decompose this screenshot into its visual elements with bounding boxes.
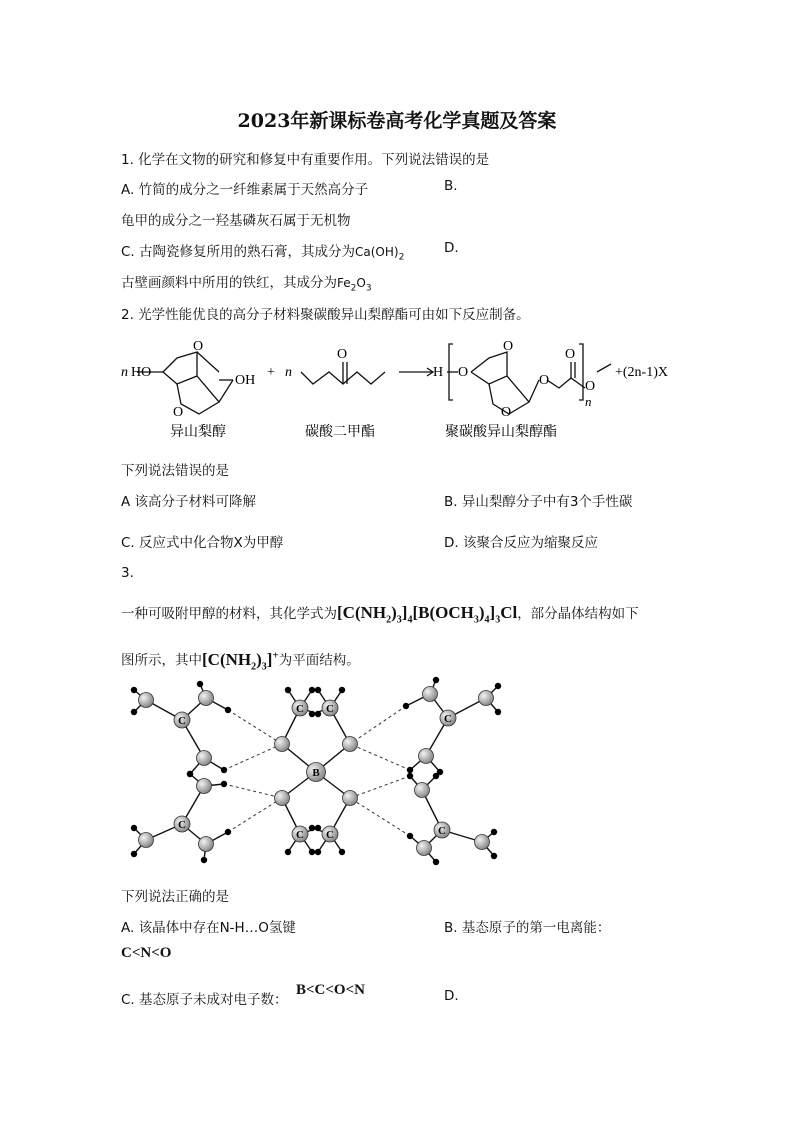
guan-right-top-n-atom [419, 749, 434, 764]
q1-stem: 1. 化学在文物的研究和修复中有重要作用。下列说法错误的是 [121, 152, 490, 168]
cation-close: ) [256, 649, 262, 669]
formula-1-close: ) [391, 603, 397, 622]
guan-left-bottom-h-atom [221, 781, 227, 787]
q1-option-b-text: 龟甲的成分之一羟基磷灰石属于无机物 [121, 213, 351, 229]
q2-stem: 2. 光学性能优良的高分子材料聚碳酸异山梨醇酯可由如下反应制备。 [121, 307, 530, 323]
guan-right-top-h-atom [495, 683, 501, 689]
methyl-c-label: C [296, 829, 304, 841]
cation-sub: 2 [251, 661, 257, 673]
q3-prompt: 下列说法正确的是 [121, 889, 229, 905]
polymer-o-carbonyl: O [565, 347, 576, 362]
o-atom [275, 791, 290, 806]
q3-option-c-text: C. 基态原子未成对电子数： [121, 992, 288, 1008]
q1-option-d-sub-1: 2 [350, 283, 357, 294]
formula-1-sub2: 3 [396, 614, 402, 626]
crystal-structure-diagram [120, 672, 520, 872]
guan-left-top-n-atom [199, 691, 214, 706]
guan-left-bottom-h-atom [201, 857, 207, 863]
hydrogen-bond [350, 776, 410, 798]
guan-left-bottom-h-atom [187, 771, 193, 777]
q3-option-a: A. 该晶体中存在N-H…O氢键 [121, 920, 296, 936]
guan-left-bottom-h-atom [131, 851, 137, 857]
hydrogen-bond [350, 798, 410, 836]
methyl-h-atom [309, 825, 315, 831]
guan-left-bottom-n-atom [197, 779, 212, 794]
q3-line1-prefix: 一种可吸附甲醇的材料，其化学式为 [121, 606, 337, 622]
polymer-o-left: O [458, 365, 469, 380]
guan-right-top-h-atom [403, 703, 409, 709]
methyl-c-label: C [326, 829, 334, 841]
guan-right-bottom-h-atom [407, 833, 413, 839]
q3-line1-suffix: ，部分晶体结构如下 [517, 606, 639, 622]
guan-right-bottom-h-atom [491, 829, 497, 835]
polymer-bracket-right [579, 344, 583, 400]
label-polymer: 聚碳酸异山梨醇酯 [445, 425, 557, 440]
q1-option-c [121, 240, 404, 263]
q1-option-d [121, 271, 372, 294]
q3-line2-suffix: 为平面结构。 [278, 652, 360, 669]
q3-formula [337, 603, 518, 626]
ring-o-top: O [193, 339, 204, 354]
formula-1-sub: 2 [386, 614, 392, 626]
methyl-h-atom [309, 687, 315, 693]
formula-cl: Cl [500, 603, 518, 622]
polymer-carbonate [547, 378, 585, 388]
methyl-h-atom [309, 849, 315, 855]
page-title: 2023年新课标卷高考化学真题及答案 [237, 110, 557, 132]
formula-1-sub3: 4 [407, 614, 413, 626]
methyl-h-atom [285, 849, 291, 855]
q2-prompt: 下列说法错误的是 [121, 463, 229, 479]
polymer-ring-top [471, 352, 507, 384]
hydrogen-bond [350, 706, 406, 744]
guan-left-top-n-atom [139, 693, 154, 708]
b-label: B [312, 767, 320, 779]
hydrogen-bond [228, 798, 282, 832]
q2-option-c: C. 反应式中化合物X为甲醇 [121, 535, 284, 551]
methyl-h-atom [315, 825, 321, 831]
methyl-c-label: C [296, 703, 304, 715]
guan-left-top-h-atom [131, 709, 137, 715]
o-atom [275, 737, 290, 752]
q1-option-b-letter: B. [444, 178, 458, 194]
hydrogen-bond [224, 784, 282, 798]
polymer-ring-o-top: O [503, 339, 514, 354]
coef-n-2: n [285, 365, 292, 380]
formula-2-sub2: 4 [484, 614, 490, 626]
formula-2-sub3: 3 [495, 614, 501, 626]
q1-option-d-text: 古壁画颜料中所用的铁红，其成分为 [121, 275, 337, 291]
cation-text: [C(NH [202, 649, 252, 669]
q3-option-d: D. [444, 988, 459, 1004]
ring-o-bottom: O [173, 405, 184, 420]
guan-left-top-h-atom [131, 687, 137, 693]
q3-option-b: B. 基态原子的第一电离能： [444, 920, 611, 936]
guan-right-bottom-n-atom [415, 783, 430, 798]
polymer-o-right: O [585, 379, 596, 394]
guan-right-bottom-n-atom [475, 835, 490, 850]
q3-option-b-formula: C<N<O [121, 945, 172, 961]
methyl-c-label: C [326, 703, 334, 715]
guan-right-top-h-atom [433, 677, 439, 683]
q3-cation [202, 649, 279, 673]
isosorbide-ring-top [163, 352, 197, 384]
q2-option-d: D. 该聚合反应为缩聚反应 [444, 535, 598, 551]
o-atom [343, 737, 358, 752]
guan-right-top-n-atom [479, 691, 494, 706]
oh-label: OH [235, 373, 256, 388]
methyl-h-atom [339, 687, 345, 693]
q2-option-a: A 该高分子材料可降解 [121, 494, 257, 510]
polymer-sub-n: n [585, 394, 592, 409]
methyl-h-atom [315, 687, 321, 693]
guan-right-top-h-atom [495, 709, 501, 715]
guan-left-top-n-atom [197, 751, 212, 766]
guan-left-top-c-label: C [178, 715, 186, 727]
q1-option-d-sub-2: 3 [365, 283, 372, 294]
methyl-h-atom [285, 687, 291, 693]
q1-option-c-sub: 2 [398, 252, 405, 263]
label-dimethyl-carbonate: 碳酸二甲酯 [305, 425, 375, 440]
cation-sub2: 3 [261, 661, 267, 673]
q3-number: 3. [121, 565, 134, 581]
plus-sign: + [267, 365, 275, 380]
formula-2: [B(OCH [412, 603, 474, 622]
guan-right-bottom-h-atom [407, 773, 413, 779]
hydrogen-bond [224, 744, 282, 770]
q2-option-b: B. 异山梨醇分子中有3个手性碳 [444, 494, 633, 510]
guan-left-bottom-h-atom [131, 825, 137, 831]
label-isosorbide: 异山梨醇 [170, 425, 226, 440]
h-label: H [433, 365, 444, 380]
formula-2-sub: 3 [473, 614, 479, 626]
methyl-h-atom [339, 849, 345, 855]
guan-right-bottom-h-atom [491, 853, 497, 859]
formula-2-bracket: ] [489, 603, 496, 622]
guan-right-bottom-c-label: C [438, 825, 446, 837]
guan-right-top-h-atom [407, 767, 413, 773]
o-atom [343, 791, 358, 806]
dmc-o-top: O [337, 347, 348, 362]
guan-left-bottom-c-label: C [178, 819, 186, 831]
polymer-o-mid: O [539, 373, 550, 388]
guan-left-bottom-h-atom [225, 829, 231, 835]
q1-option-a: A. 竹简的成分之一纤维素属于天然高分子 [121, 182, 369, 198]
coef-n: n [121, 365, 128, 380]
q3-option-c [121, 988, 288, 1008]
cation-sup: + [272, 649, 279, 661]
q3-line2-prefix: 图所示，其中 [121, 652, 202, 669]
hydrogen-bond [350, 744, 410, 770]
q3-line-1 [121, 598, 639, 635]
guan-left-top-h-atom [197, 681, 203, 687]
methyl-h-atom [315, 849, 321, 855]
q1-option-c-text: C. 古陶瓷修复所用的熟石膏，其成分为 [121, 244, 356, 260]
q1-option-d-formula-1: Fe [337, 276, 351, 290]
polymer-bond [529, 380, 539, 402]
guan-right-bottom-h-atom [433, 859, 439, 865]
formula-1-bracket: ] [401, 603, 408, 622]
reaction-scheme [115, 328, 685, 450]
cation-bracket: ] [266, 649, 273, 669]
polymer-methyl [597, 364, 611, 372]
guan-right-top-c-label: C [444, 713, 452, 725]
q1-option-c-formula: Ca(OH) [355, 245, 399, 259]
guan-left-top-h-atom [225, 707, 231, 713]
polymer-ring-o-bottom: O [501, 405, 512, 420]
formula-1: [C(NH [337, 603, 387, 622]
q1-option-d-formula-2: O [356, 276, 366, 290]
hydrogen-bond [228, 710, 282, 744]
isosorbide-bond [219, 380, 233, 402]
guan-right-top-n-atom [423, 687, 438, 702]
guan-left-bottom-n-atom [139, 833, 154, 848]
guan-right-bottom-h-atom [433, 773, 439, 779]
guan-left-bottom-n-atom [199, 837, 214, 852]
byproduct-label: +(2n-1)X [615, 365, 668, 380]
methyl-h-atom [315, 711, 321, 717]
ho-label: HO [131, 365, 152, 380]
formula-2-close: ) [478, 603, 485, 622]
q1-option-d-letter: D. [444, 240, 459, 256]
q3-option-c-formula: B<C<O<N [296, 982, 365, 998]
guan-left-top-h-atom [221, 767, 227, 773]
guan-right-bottom-n-atom [417, 841, 432, 856]
methyl-h-atom [309, 711, 315, 717]
isosorbide-bond-2 [197, 352, 219, 372]
